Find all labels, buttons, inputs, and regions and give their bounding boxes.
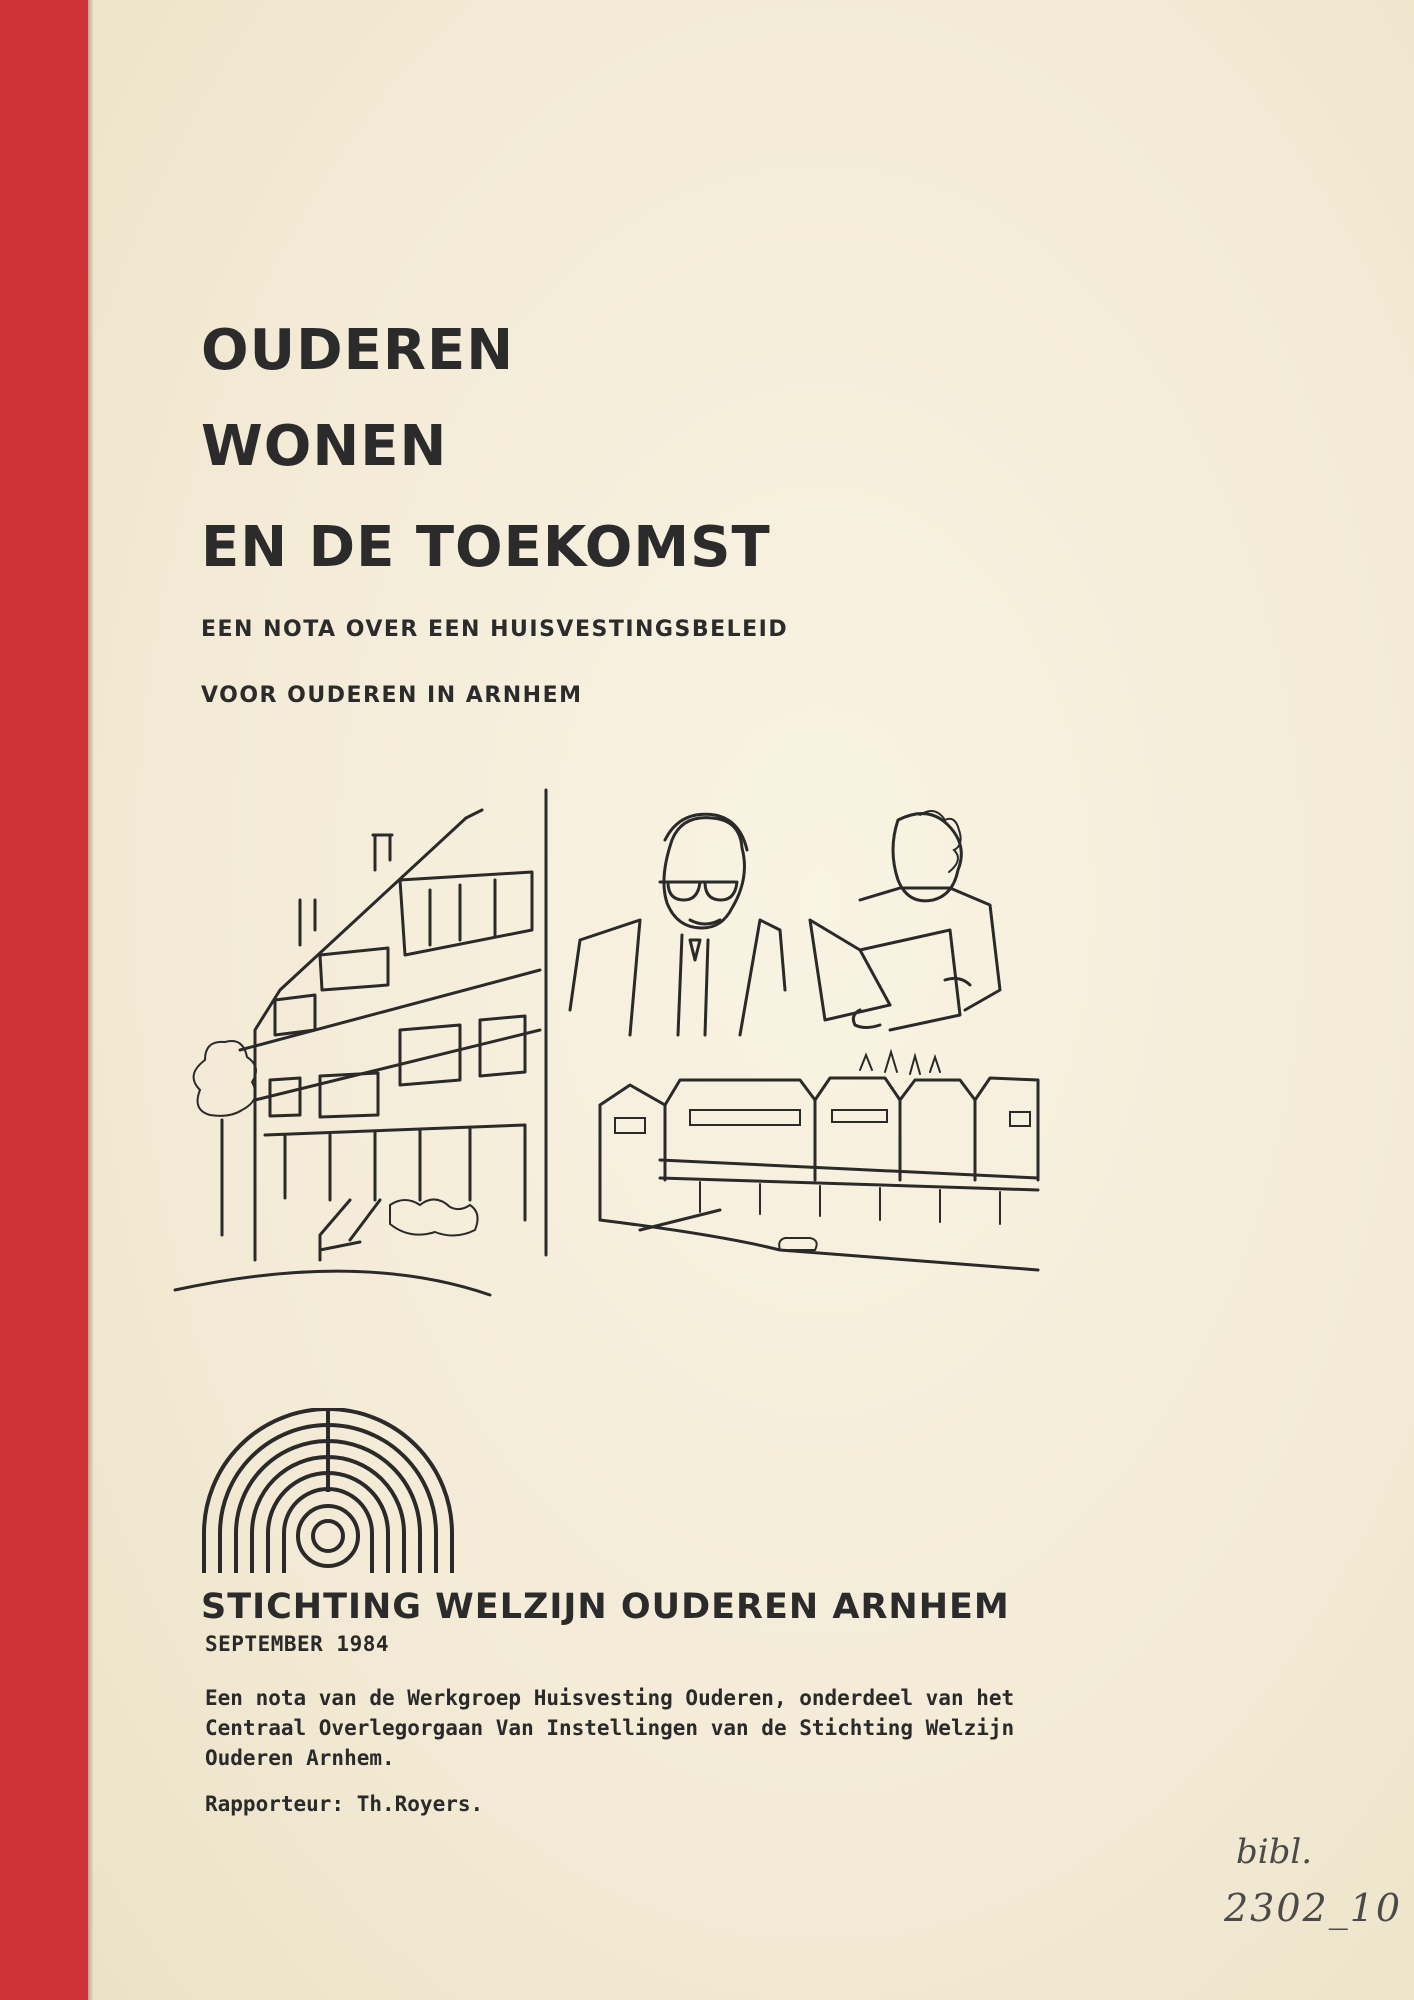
man-drawing xyxy=(570,814,785,1035)
title-line-2: WONEN xyxy=(201,414,448,479)
description-line-1: Een nota van de Werkgroep Huisvesting Ouderen, onderdeel van het xyxy=(205,1686,1015,1710)
cover-illustrations xyxy=(160,780,1060,1310)
red-spine xyxy=(0,0,88,2000)
organization-logo xyxy=(200,1408,456,1578)
description-line-2: Centraal Overlegorgaan Van Instellingen van de Stichting Welzijn xyxy=(205,1716,1015,1740)
woman-drawing xyxy=(810,811,1000,1030)
publication-date: SEPTEMBER 1984 xyxy=(205,1632,390,1656)
description-line-3: Ouderen Arnhem. xyxy=(205,1746,395,1770)
subtitle-line-2: VOOR OUDEREN IN ARNHEM xyxy=(201,683,583,708)
title-line-1: OUDEREN xyxy=(201,318,515,383)
subtitle-line-1: EEN NOTA OVER EEN HUISVESTINGSBELEID xyxy=(201,617,789,642)
row-houses-drawing xyxy=(600,1052,1038,1270)
handwritten-note-line-1: bibl. xyxy=(1236,1832,1313,1872)
organization-name: STICHTING WELZIJN OUDEREN ARNHEM xyxy=(201,1587,1010,1627)
rapporteur-line: Rapporteur: Th.Royers. xyxy=(205,1792,484,1816)
house-drawing xyxy=(175,790,546,1295)
handwritten-catalog-number: 2302_10 xyxy=(1224,1886,1403,1930)
title-line-3: EN DE TOEKOMST xyxy=(201,515,771,580)
